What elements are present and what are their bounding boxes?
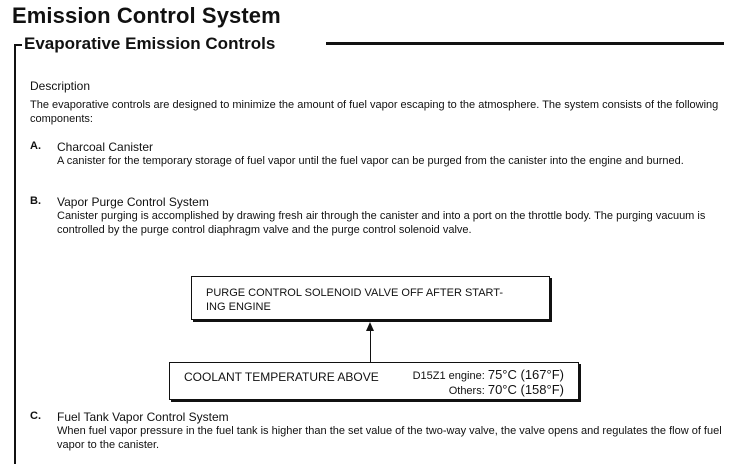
coolant-condition-text: COOLANT TEMPERATURE ABOVE: [184, 370, 379, 384]
frame-top-left-rule: [14, 44, 22, 46]
item-title: Fuel Tank Vapor Control System: [57, 410, 229, 424]
item-letter: B.: [30, 195, 41, 207]
item-title: Charcoal Canister: [57, 140, 154, 154]
engine-code-label: D15Z1 engine:: [412, 370, 485, 382]
arrow-line: [370, 330, 371, 362]
item-text: Canister purging is accomplished by drawing fresh air through the canister and into a port on the throttle body. The purging vacuum is controlled by the purge control diaphragm valve and the purge control solenoid valve.: [57, 210, 706, 236]
item-title: Vapor Purge Control System: [57, 195, 209, 209]
frame-top-right-rule: [326, 42, 724, 45]
item-letter: C.: [30, 410, 41, 422]
coolant-temperature-box: [169, 362, 579, 400]
item-text: A canister for the temporary storage of fuel vapor until the fuel vapor can be purged from the canister into the engine and burned.: [57, 155, 684, 167]
others-label: Others:: [448, 385, 485, 397]
engine-temperature-values: [413, 368, 564, 398]
item-letter: A.: [30, 140, 41, 152]
purge-valve-off-box: [191, 276, 550, 320]
item-text: When fuel vapor pressure in the fuel tank is higher than the set value of the two-way valve, the valve opens and regulates the flow of fuel vapor to the canister.: [57, 425, 722, 451]
purge-valve-box-line1: PURGE CONTROL SOLENOID VALVE OFF AFTER START-: [206, 287, 504, 299]
description-label: Description: [30, 79, 91, 93]
frame-left-rule: [14, 44, 16, 464]
engine-temp-value: 75°C (167°F): [487, 367, 564, 382]
page-title: Emission Control System: [12, 3, 281, 28]
others-temp-value: 70°C (158°F): [487, 382, 564, 397]
intro-paragraph: The evaporative controls are designed to minimize the amount of fuel vapor escaping to the atmosphere. The system consists of the following components:: [30, 99, 719, 125]
section-title: Evaporative Emission Controls: [24, 34, 276, 53]
purge-valve-box-line2: ING ENGINE: [206, 301, 271, 313]
